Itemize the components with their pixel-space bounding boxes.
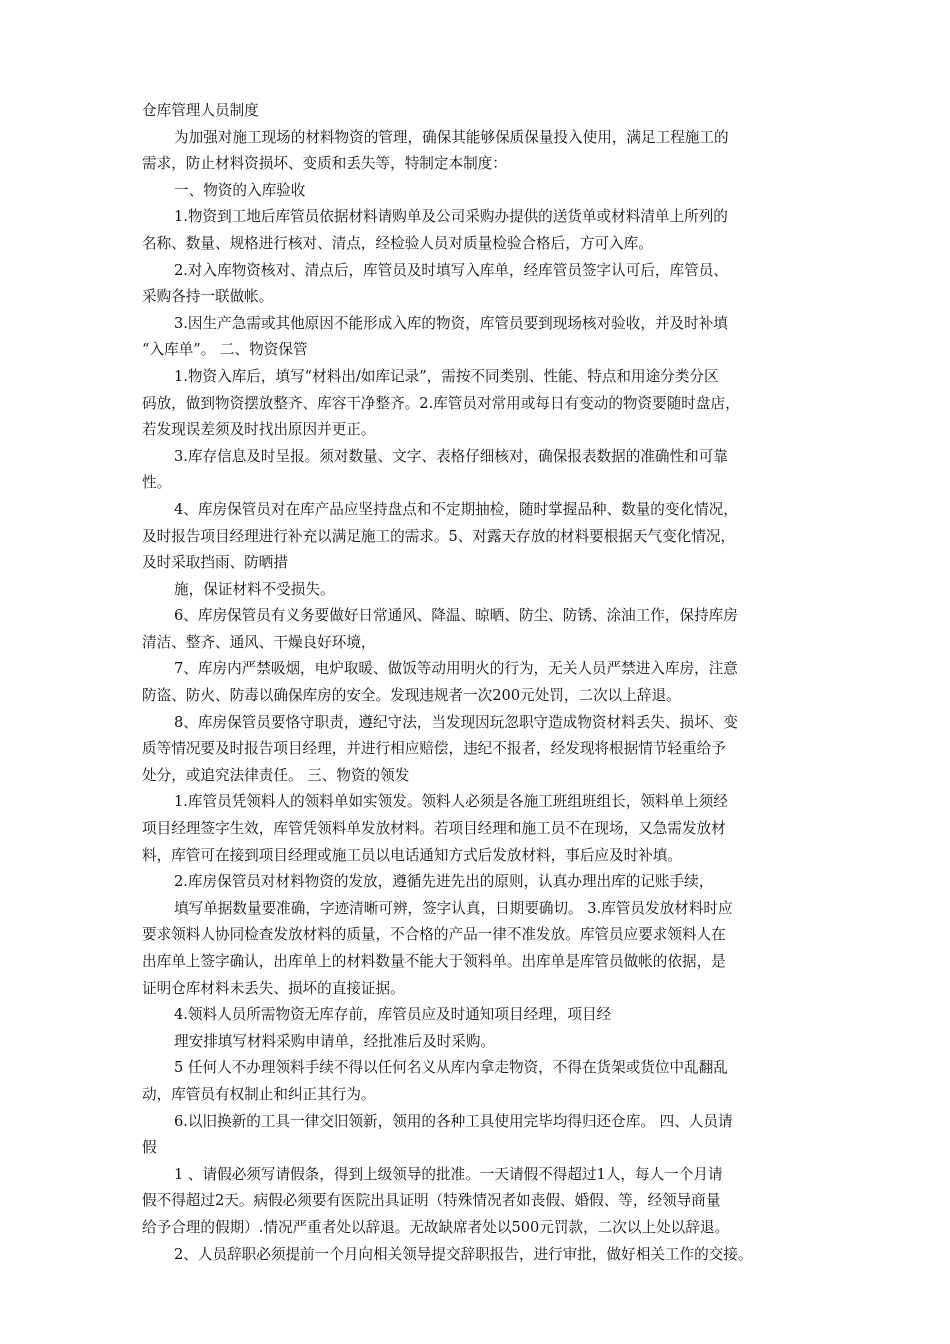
text-line: 料，库管可在接到项目经理或施工员以电话通知方式后发放材料，事后应及时补填。 — [142, 846, 682, 864]
paragraph-lines — [142, 125, 832, 1269]
text-line: 采购各持一联做帐。 — [142, 288, 274, 306]
text-line: 4、库房保管员对在库产品应坚持盘点和不定期抽检，随时掌握品种、数量的变化情况， — [174, 500, 738, 518]
text-line: 及时采取挡雨、防晒措 — [142, 554, 288, 572]
text-line: 3.库存信息及时呈报。须对数量、文字、表格仔细核对，确保报表数据的准确性和可靠 — [174, 447, 728, 465]
text-line: 出库单上签字确认，出库单上的材料数量不能大于领料单。出库单是库管员做帐的依据，是 — [142, 953, 726, 970]
text-line: 施，保证材料不受损失。 — [174, 580, 335, 598]
text-line: 质等情况要及时报告项目经理，并进行相应赔偿，违纪不报者，经发现将根据情节轻重给予 — [142, 740, 726, 758]
text-line: 性。 — [142, 474, 172, 492]
text-line: 6.以旧换新的工具一律交旧领新，领用的各种工具使用完毕均得归还仓库。 四、人员请 — [174, 1112, 733, 1130]
text-line: 动，库管员有权制止和纠正其行为。 — [142, 1085, 376, 1103]
text-line: 为加强对施工现场的材料物资的管理，确保其能够保质保量投入使用，满足工程施工的 — [174, 128, 729, 146]
text-line: 6、库房保管员有义务要做好日常通风、降温、晾晒、防尘、防锈、涂油工作，保持库房 — [174, 607, 738, 625]
document-body — [142, 98, 832, 1268]
document-title: 仓库管理人员制度 — [142, 102, 259, 119]
text-line: 若发现误差须及时找出原因并更正。 — [142, 421, 376, 439]
text-line: 2.库房保管员对材料物资的发放，遵循先进先出的原则，认真办理出库的记账手续， — [174, 873, 714, 891]
text-line: 1 、请假必须写请假条，得到上级领导的批准。一天请假不得超过1人，每人一个月请 — [174, 1165, 723, 1183]
text-line: 填写单据数量要准确，字迹清晰可辨，签字认真，日期要确切。 3.库管员发放材料时应 — [174, 899, 733, 917]
text-line: “入库单”。 二、物资保管 — [142, 341, 308, 359]
text-line: 1.物资到工地后库管员依据材料请购单及公司采购办提供的送货单或材料清单上所列的 — [174, 208, 728, 226]
text-line: 码放，做到物资摆放整齐、库容干净整齐。2.库管员对常用或每日有变动的物资要随时盘店， — [142, 394, 740, 412]
text-line: 2.对入库物资核对、清点后，库管员及时填写入库单，经库管员签字认可后，库管员、 — [174, 261, 728, 279]
text-line: 7、库房内严禁吸烟，电炉取暖、做饭等动用明火的行为，无关人员严禁进入库房，注意 — [174, 660, 738, 678]
text-line: 及时报告项目经理进行补充以满足施工的需求。5、对露天存放的材料要根据天气变化情况， — [142, 527, 736, 545]
text-line: 理安排填写材料采购申请单，经批准后及时采购。 — [174, 1032, 496, 1050]
text-line: 名称、数量、规格进行核对、清点，经检验人员对质量检验合格后，方可入库。 — [142, 234, 653, 252]
text-line: 清洁、整齐、通风、干燥良好环境， — [142, 633, 376, 651]
text-line: 要求领料人协同检查发放材料的质量，不合格的产品一律不准发放。库管员应要求领料人在 — [142, 926, 726, 944]
text-line: 防盗、防火、防毒以确保库房的安全。发现违规者一次200元处罚，二次以上辞退。 — [142, 687, 681, 705]
text-line: 项目经理签字生效，库管凭领料单发放材料。若项目经理和施工员不在现场，又急需发放材 — [142, 820, 726, 838]
text-line: 5 任何人不办理领料手续不得以任何名义从库内拿走物资，不得在货架或货位中乱翻乱 — [174, 1059, 728, 1077]
text-line: 3.因生产急需或其他原因不能形成入库的物资，库管员要到现场核对验收，并及时补填 — [174, 314, 728, 332]
text-line: 给予合理的假期）.情况严重者处以辞退。无故缺席者处以500元罚款，二次以上处以辞退。 — [142, 1218, 730, 1236]
text-line: 一、物资的入库验收 — [174, 181, 306, 199]
text-line: 1.库管员凭领料人的领料单如实领发。领料人必须是各施工班组班组长，领料单上须经 — [174, 793, 728, 811]
text-line: 假 — [142, 1139, 157, 1157]
text-line: 处分，或追究法律责任。 三、物资的领发 — [142, 766, 410, 784]
text-line: 8、库房保管员要恪守职责，遵纪守法，当发现因玩忽职守造成物资材料丢失、损坏、变 — [174, 713, 738, 731]
text-line: 4.领料人员所需物资无库存前，库管员应及时通知项目经理，项目经 — [174, 1006, 612, 1024]
text-line: 假不得超过2天。病假必须要有医院出具证明（特殊情况者如丧假、婚假、等，经领导商量 — [142, 1192, 721, 1210]
text-line: 1.物资入库后，填写“材料出/如库记录”，需按不同类别、性能、特点和用途分类分区 — [174, 367, 719, 385]
text-line: 2、人员辞职必须提前一个月向相关领导提交辞职报告，进行审批，做好相关工作的交接。 — [174, 1245, 753, 1263]
text-line: 证明仓库材料未丢失、损坏的直接证据。 — [142, 979, 405, 997]
text-line: 需求，防止材料资损坏、变质和丢失等，特制定本制度： — [142, 155, 507, 173]
